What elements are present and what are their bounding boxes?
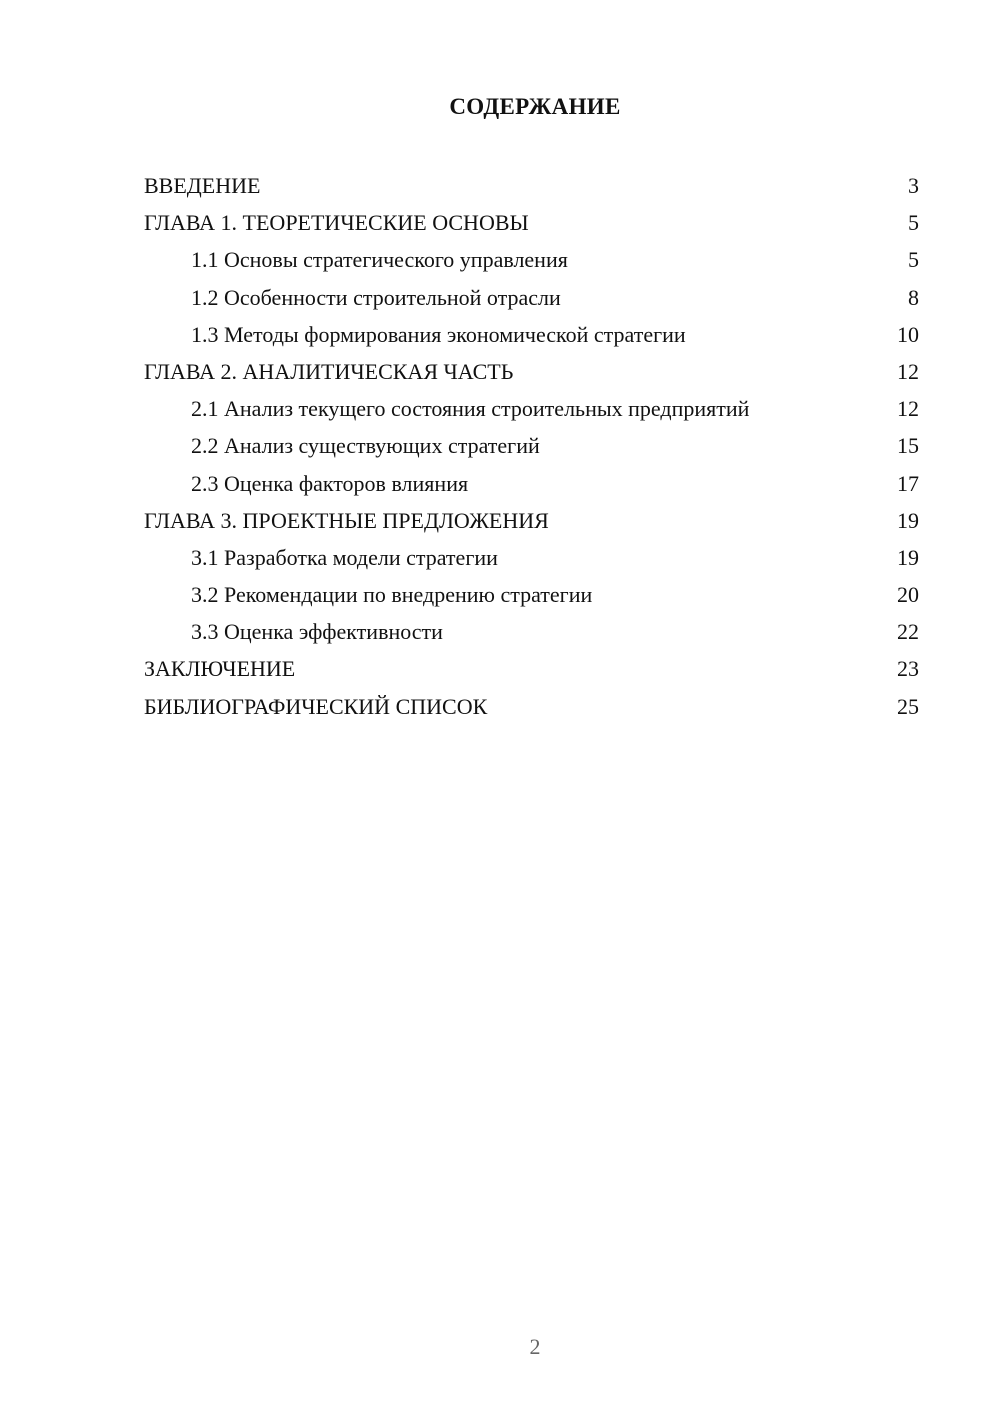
toc-entry-page: 8 bbox=[908, 284, 919, 310]
toc-subentry[interactable] bbox=[144, 539, 919, 576]
toc-entry[interactable] bbox=[144, 650, 919, 687]
toc-entry-label: ВВЕДЕНИЕ bbox=[144, 173, 261, 198]
toc-entry-label: ЗАКЛЮЧЕНИЕ bbox=[144, 656, 296, 682]
toc-entry[interactable] bbox=[144, 353, 919, 390]
toc-entry-page: 23 bbox=[897, 656, 919, 682]
toc-entry[interactable] bbox=[144, 502, 919, 539]
toc-entry-label: 3.3 Оценка эффективности bbox=[191, 619, 443, 645]
toc-entry-label: 3.1 Разработка модели стратегии bbox=[191, 544, 498, 570]
toc-entry-label: 3.2 Рекомендации по внедрению стратегии bbox=[191, 582, 593, 608]
toc-entry-page: 19 bbox=[897, 507, 919, 533]
toc-entry-label: ГЛАВА 1. ТЕОРЕТИЧЕСКИЕ ОСНОВЫ bbox=[144, 210, 529, 236]
toc-subentry[interactable] bbox=[144, 279, 919, 316]
page-number: 2 bbox=[529, 1334, 541, 1359]
toc-entry-label: 1.3 Методы формирования экономической стратегии bbox=[191, 321, 686, 347]
toc-entry-label: 2.3 Оценка факторов влияния bbox=[191, 470, 469, 496]
toc-entry-page: 19 bbox=[897, 544, 919, 570]
toc-entry-page: 20 bbox=[897, 582, 919, 608]
toc-entry-label: ГЛАВА 3. ПРОЕКТНЫЕ ПРЕДЛОЖЕНИЯ bbox=[144, 507, 549, 533]
toc-entry-page: 15 bbox=[897, 433, 919, 459]
toc-subentry[interactable] bbox=[144, 390, 919, 427]
toc-entry-page: 25 bbox=[897, 693, 919, 719]
table-of-contents bbox=[144, 167, 919, 725]
toc-entry-label: 1.2 Особенности строительной отрасли bbox=[191, 284, 561, 310]
toc-entry-page: 10 bbox=[897, 321, 919, 347]
toc-entry-label: 1.1 Основы стратегического управления bbox=[191, 247, 568, 273]
toc-subentry[interactable] bbox=[144, 427, 919, 464]
toc-subentry[interactable] bbox=[144, 465, 919, 502]
toc-subentry[interactable] bbox=[144, 576, 919, 613]
toc-entry[interactable] bbox=[144, 688, 919, 725]
page-title: СОДЕРЖАНИЕ bbox=[449, 94, 621, 119]
toc-entry[interactable] bbox=[144, 167, 919, 204]
toc-entry-page: 12 bbox=[897, 396, 919, 422]
toc-entry-label: 2.2 Анализ существующих стратегий bbox=[191, 433, 540, 459]
toc-entry[interactable] bbox=[144, 204, 919, 241]
toc-subentry[interactable] bbox=[144, 316, 919, 353]
toc-entry-page: 22 bbox=[897, 619, 919, 645]
toc-entry-label: ГЛАВА 2. АНАЛИТИЧЕСКАЯ ЧАСТЬ bbox=[144, 358, 514, 384]
toc-subentry[interactable] bbox=[144, 241, 919, 278]
toc-subentry[interactable] bbox=[144, 613, 919, 650]
toc-entry-label: БИБЛИОГРАФИЧЕСКИЙ СПИСОК bbox=[144, 693, 488, 719]
toc-entry-page: 12 bbox=[897, 358, 919, 384]
toc-entry-page: 5 bbox=[908, 247, 919, 273]
toc-entry-label: 2.1 Анализ текущего состояния строительных предприятий bbox=[191, 396, 750, 422]
toc-entry-page: 17 bbox=[897, 470, 919, 496]
toc-entry-page: 3 bbox=[908, 173, 919, 198]
toc-entry-page: 5 bbox=[908, 210, 919, 236]
